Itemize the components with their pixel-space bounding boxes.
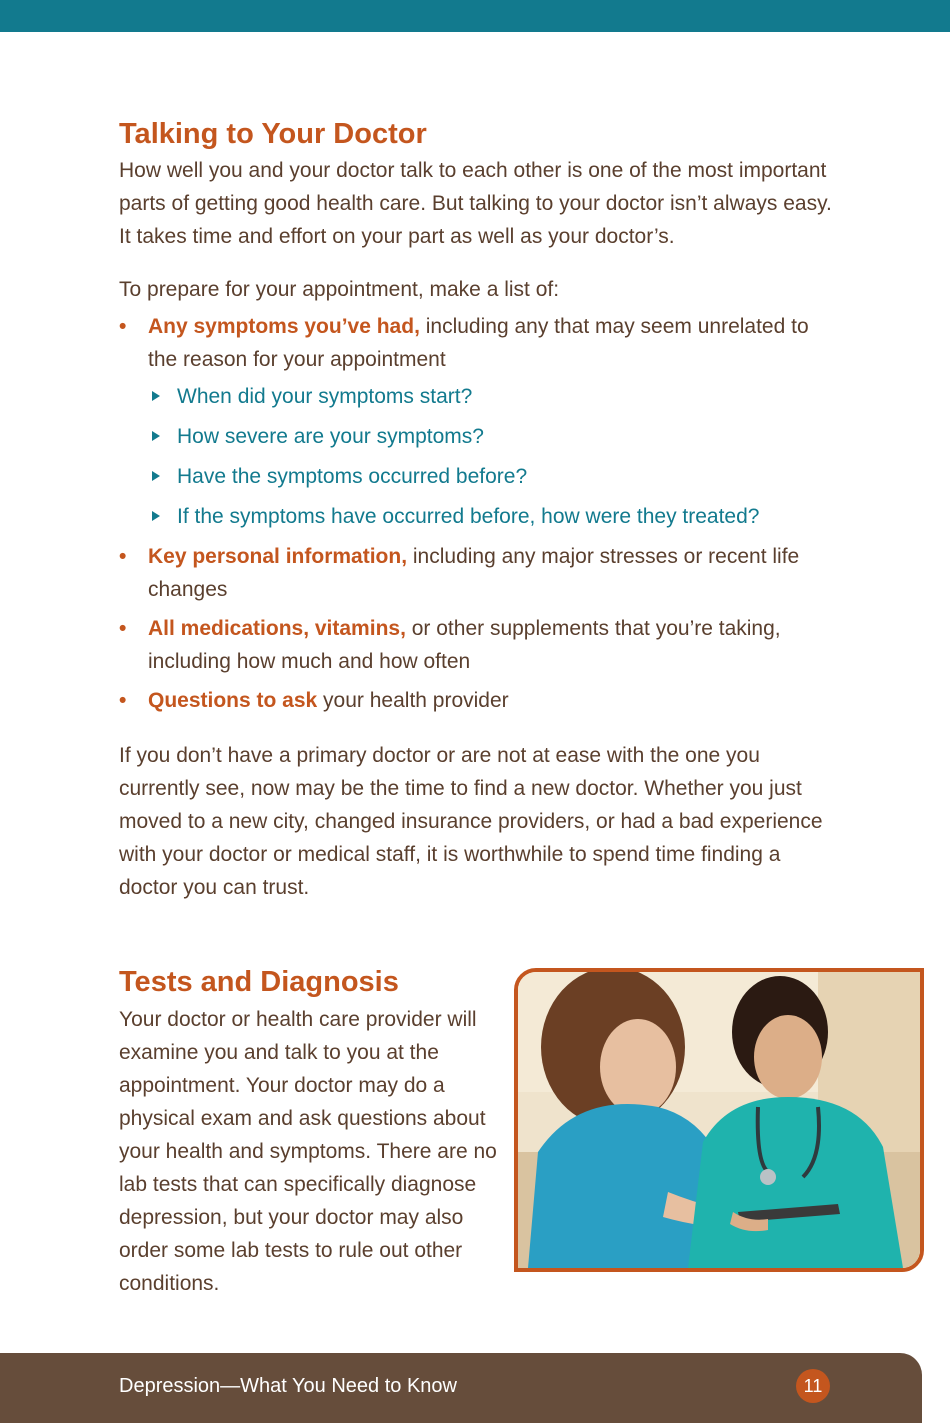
preparation-list (119, 310, 839, 717)
symptom-questions-list (148, 380, 839, 533)
list-lead: To prepare for your appointment, make a list of: (119, 278, 560, 301)
list-item (119, 612, 839, 678)
footer-bar (0, 1353, 922, 1423)
section-heading-talking: Talking to Your Doctor (119, 118, 427, 150)
tests-paragraph: Your doctor or health care provider will examine you and talk to you at the appointment. Your doctor may do a physical exam and ask questions about your health and symptoms. There are no lab tests that can specifically diagnose depression, but your doctor may also order some lab tests to rule out other conditions. (119, 1008, 497, 1295)
list-item-text: or other supplements that you’re taking, including how much and how often (148, 617, 781, 673)
sub-list-item: If the symptoms have occurred before, how were they treated? (148, 500, 839, 533)
intro-paragraph: How well you and your doctor talk to each other is one of the most important parts of getting good health care. But talking to your doctor isn’t always easy. It takes time and effort on your part as well as your doctor’s. (119, 159, 832, 248)
list-item (119, 540, 839, 606)
section-heading-tests: Tests and Diagnosis (119, 966, 399, 998)
list-item (119, 684, 839, 717)
main-content (119, 115, 839, 904)
list-item-text: your health provider (317, 689, 509, 712)
list-item-text: including any major stresses or recent life changes (148, 545, 800, 601)
doctor-patient-photo (514, 968, 924, 1272)
list-item-text: including any that may seem unrelated to the reason for your appointment (148, 315, 809, 371)
footer-title: Depression—What You Need to Know (119, 1375, 457, 1397)
closing-paragraph: If you don’t have a primary doctor or are not at ease with the one you currently see, now may be the time to find a new doctor. Whether you just moved to a new city, changed insurance providers, or had a bad experience with your doctor or medical staff, it is worthwhile to spend time finding a doctor you can trust. (119, 744, 823, 899)
photo-illustration (518, 972, 920, 1268)
page-number-badge: 11 (796, 1369, 830, 1403)
sub-list-item: How severe are your symptoms? (148, 420, 839, 453)
list-item-bold: Questions to ask (148, 689, 318, 712)
list-item-bold: Any symptoms you’ve had, (148, 315, 420, 338)
tests-section (119, 963, 499, 1300)
sub-list-item: When did your symptoms start? (148, 380, 839, 413)
list-item (119, 310, 839, 533)
sub-list-item: Have the symptoms occurred before? (148, 460, 839, 493)
top-color-band (0, 0, 950, 32)
list-item-bold: All medications, vitamins, (148, 617, 406, 640)
list-item-bold: Key personal information, (148, 545, 408, 568)
